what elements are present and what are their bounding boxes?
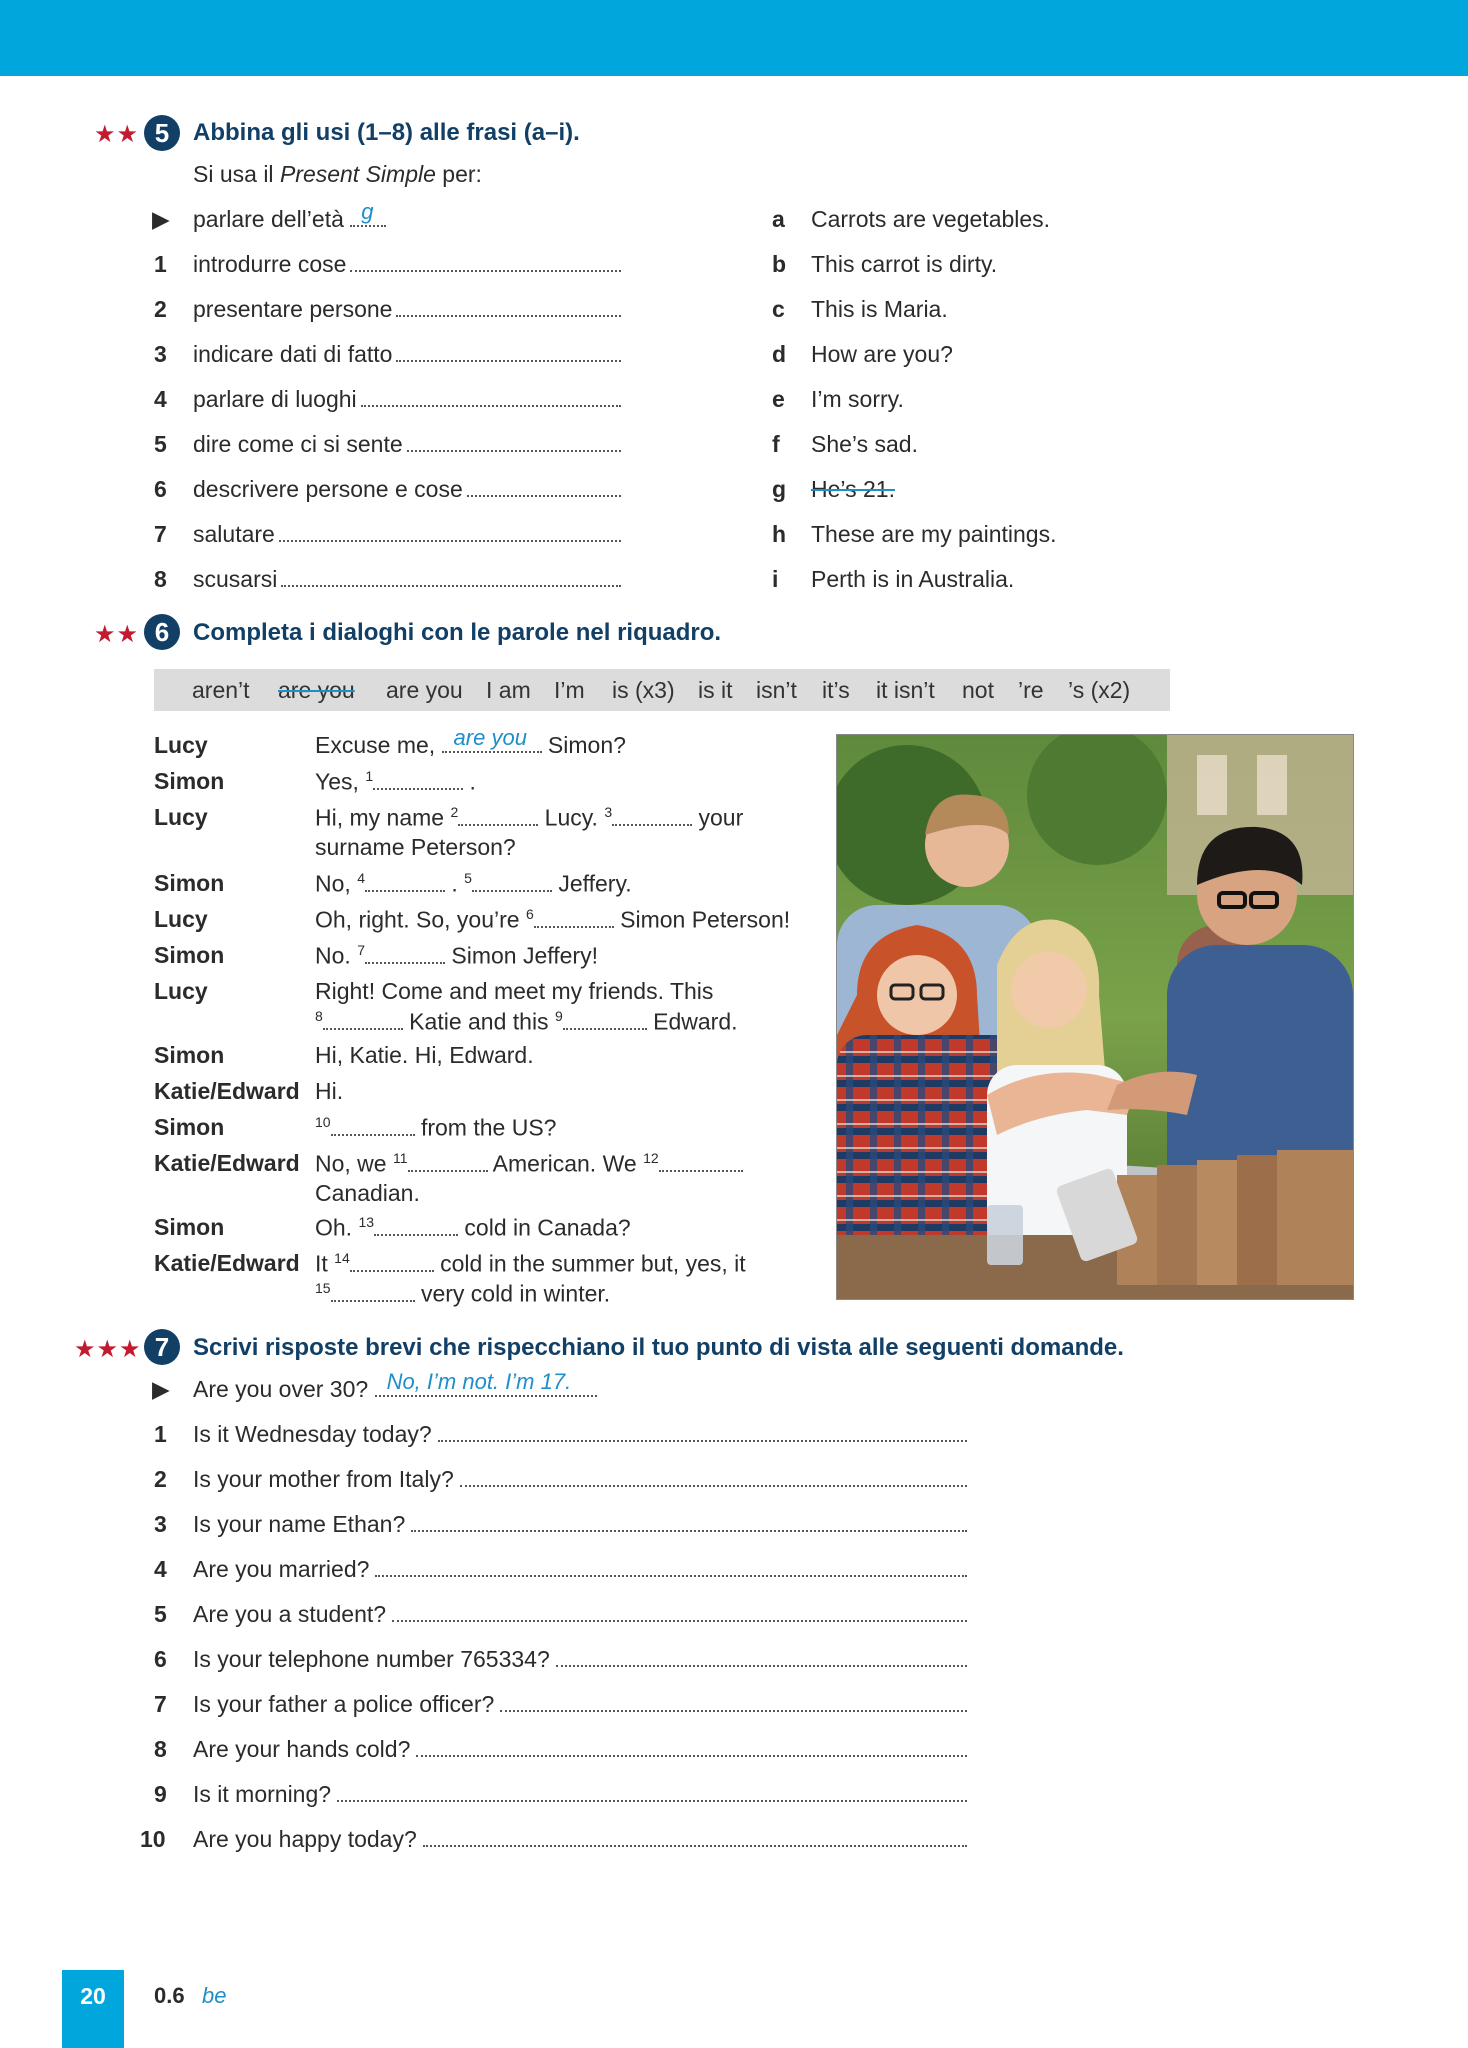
- sentence-text: How are you?: [811, 341, 953, 367]
- exercise-number: 5: [144, 115, 180, 151]
- dialogue-line-continued: Canadian.: [315, 1180, 420, 1206]
- answer-blank[interactable]: [460, 1467, 967, 1487]
- dialogue-line-continued: $^8$ Katie and this $^9$ Edward.: [315, 1008, 738, 1035]
- example-question: Are you over 30? No, I’m not. I’m 17.: [193, 1376, 597, 1403]
- example-item: parlare dell’età g: [193, 206, 386, 233]
- speaker: Katie/Edward: [154, 1250, 300, 1276]
- dialogue-line: $^{10}$ from the US?: [315, 1114, 557, 1141]
- usage-text: indicare dati di fatto: [193, 341, 393, 367]
- item-number: 5: [154, 431, 167, 457]
- difficulty-stars: ★★: [94, 621, 140, 648]
- question-number: 8: [154, 1736, 167, 1762]
- speaker: Simon: [154, 870, 225, 896]
- word-box-item: is (x3): [612, 677, 675, 703]
- answer-blank[interactable]: [416, 1737, 967, 1757]
- answer-blank[interactable]: [281, 567, 621, 587]
- question-number: 7: [154, 1691, 167, 1717]
- usage-item: [193, 521, 621, 548]
- exercise-title: Scrivi risposte brevi che rispecchiano il tuo punto di vista alle seguenti domande.: [193, 1334, 1124, 1361]
- sentence-letter: c: [772, 296, 785, 322]
- usage-item: [193, 251, 621, 278]
- question-item: [193, 1466, 967, 1493]
- speaker: Simon: [154, 1114, 225, 1140]
- usage-text: scusarsi: [193, 566, 278, 592]
- sentence-text: Carrots are vegetables.: [811, 206, 1051, 232]
- dialogue-line: Excuse me, are you Simon?: [315, 725, 626, 758]
- word-box-item: it’s: [822, 677, 850, 703]
- sentence-text: I’m sorry.: [811, 386, 904, 412]
- item-number: 8: [154, 566, 167, 592]
- sentence-text: These are my paintings.: [811, 521, 1057, 547]
- answer-blank[interactable]: [500, 1692, 967, 1712]
- sentence-letter: b: [772, 251, 787, 277]
- word-box-item: isn’t: [756, 677, 797, 703]
- sentence-letter: d: [772, 341, 787, 367]
- speaker: Lucy: [154, 804, 208, 830]
- usage-text: descrivere persone e cose: [193, 476, 463, 502]
- question-item: [193, 1601, 967, 1628]
- question-number: 2: [154, 1466, 167, 1492]
- answer-blank[interactable]: [407, 432, 621, 452]
- question-number: 10: [140, 1826, 166, 1852]
- question-number: 6: [154, 1646, 167, 1672]
- sentence-text: This is Maria.: [811, 296, 948, 322]
- word-box-item: are you: [278, 677, 355, 703]
- exercise-title: Abbina gli usi (1–8) alle frasi (a–i).: [193, 119, 580, 146]
- answer-blank[interactable]: [396, 297, 621, 317]
- dialogue-line: No. $^7$ Simon Jeffery!: [315, 942, 598, 969]
- speaker: Simon: [154, 942, 225, 968]
- students-photo: [836, 734, 1354, 1300]
- usage-item: [193, 296, 621, 323]
- sentence-letter: g: [772, 476, 787, 502]
- question-item: [193, 1556, 967, 1583]
- usage-item: [193, 341, 621, 368]
- question-item: [193, 1421, 967, 1448]
- dialogue-line: No, we $^{11}$ American. We $^{12}$: [315, 1150, 743, 1178]
- question-item: [193, 1511, 967, 1538]
- question-text: Is it Wednesday today?: [193, 1421, 432, 1447]
- question-item: [193, 1736, 967, 1763]
- word-box-item: are you: [386, 677, 463, 703]
- speaker: Katie/Edward: [154, 1078, 300, 1104]
- word-box: [154, 669, 1170, 711]
- dialogue-line-continued: $^{15}$ very cold in winter.: [315, 1280, 611, 1307]
- question-text: Is your father a police officer?: [193, 1691, 495, 1717]
- answer-blank[interactable]: [411, 1512, 967, 1532]
- speaker: Lucy: [154, 906, 208, 932]
- item-number: 7: [154, 521, 167, 547]
- question-item: [193, 1646, 967, 1673]
- usage-text: introdurre cose: [193, 251, 347, 277]
- sentence-text: This carrot is dirty.: [811, 251, 998, 277]
- speaker: Katie/Edward: [154, 1150, 300, 1176]
- speaker: Lucy: [154, 978, 208, 1004]
- dialogue-line: Right! Come and meet my friends. This: [315, 978, 714, 1004]
- sentence-letter: i: [772, 566, 779, 592]
- usage-item: [193, 431, 621, 458]
- answer-blank[interactable]: [423, 1827, 967, 1847]
- question-text: Are you married?: [193, 1556, 370, 1582]
- unit-code: 0.6: [154, 1983, 185, 2008]
- answer-blank[interactable]: [467, 477, 621, 497]
- question-text: Is your name Ethan?: [193, 1511, 406, 1537]
- usage-text: salutare: [193, 521, 275, 547]
- answer-blank[interactable]: [279, 522, 621, 542]
- usage-item: [193, 566, 621, 593]
- usage-item: [193, 476, 621, 503]
- question-number: 9: [154, 1781, 167, 1807]
- answer-blank[interactable]: [337, 1782, 967, 1802]
- question-number: 1: [154, 1421, 167, 1447]
- item-number: 6: [154, 476, 167, 502]
- word-box-item: it isn’t: [876, 677, 935, 703]
- usage-item: [193, 386, 621, 413]
- question-number: 3: [154, 1511, 167, 1537]
- top-banner: [0, 0, 1468, 76]
- word-box-item: is it: [698, 677, 733, 703]
- sentence-text: Perth is in Australia.: [811, 566, 1015, 592]
- item-number: 4: [154, 386, 167, 412]
- dialogue-line: Oh, right. So, you’re $^6$ Simon Peterson!: [315, 906, 791, 933]
- dialogue-line: It $^{14}$ cold in the summer but, yes, it: [315, 1250, 746, 1277]
- speaker: Simon: [154, 768, 225, 794]
- dialogue-line: Hi.: [315, 1078, 344, 1104]
- dialogue-line: Hi, my name $^2$ Lucy. $^3$ your: [315, 804, 744, 831]
- question-number: 5: [154, 1601, 167, 1627]
- item-number: 3: [154, 341, 167, 367]
- word-box-item: not: [962, 677, 994, 703]
- word-box-item: ’s (x2): [1068, 677, 1131, 703]
- exercise-title: Completa i dialoghi con le parole nel riquadro.: [193, 619, 722, 646]
- sentence-text: He’s 21.: [811, 476, 895, 502]
- question-text: Are you a student?: [193, 1601, 387, 1627]
- dialogue-line: No, $^4$ . $^5$ Jeffery.: [315, 870, 632, 897]
- dialogue-line-continued: surname Peterson?: [315, 834, 516, 860]
- usage-text: dire come ci si sente: [193, 431, 403, 457]
- unit-topic: be: [202, 1983, 227, 2008]
- speaker: Lucy: [154, 732, 208, 758]
- answer-blank[interactable]: [361, 387, 621, 407]
- question-text: Are you happy today?: [193, 1826, 417, 1852]
- speaker: Simon: [154, 1042, 225, 1068]
- item-number: 2: [154, 296, 167, 322]
- item-number: 1: [154, 251, 167, 277]
- example-marker: ▶: [152, 206, 170, 232]
- answer-blank[interactable]: [350, 252, 621, 272]
- question-text: Is it morning?: [193, 1781, 332, 1807]
- question-text: Are your hands cold?: [193, 1736, 411, 1762]
- answer-blank[interactable]: [396, 342, 621, 362]
- question-item: [193, 1826, 967, 1853]
- exercise-intro: Si usa il Present Simple per:: [193, 161, 482, 187]
- word-box-item: ’re: [1018, 677, 1044, 703]
- answer-blank[interactable]: [375, 1557, 967, 1577]
- answer-blank[interactable]: [392, 1602, 967, 1622]
- dialogue-line: Hi, Katie. Hi, Edward.: [315, 1042, 534, 1068]
- word-box-item: I am: [486, 677, 531, 703]
- word-box-item: I’m: [554, 677, 585, 703]
- difficulty-stars: ★★★: [74, 1336, 142, 1363]
- dialogue-line: Oh. $^{13}$ cold in Canada?: [315, 1214, 631, 1241]
- difficulty-stars: ★★: [94, 121, 140, 148]
- question-number: 4: [154, 1556, 167, 1582]
- sentence-letter: h: [772, 521, 787, 547]
- dialogue-line: Yes, $^1$ .: [315, 768, 476, 795]
- question-item: [193, 1691, 967, 1718]
- usage-text: presentare persone: [193, 296, 393, 322]
- speaker: Simon: [154, 1214, 225, 1240]
- sentence-text: She’s sad.: [811, 431, 918, 457]
- example-marker: ▶: [152, 1376, 170, 1402]
- question-text: Is your mother from Italy?: [193, 1466, 454, 1492]
- word-box-item: aren’t: [192, 677, 250, 703]
- answer-blank[interactable]: [556, 1647, 967, 1667]
- answer-blank[interactable]: [438, 1422, 967, 1442]
- page-number: 20: [62, 1970, 124, 2048]
- question-text: Is your telephone number 765334?: [193, 1646, 550, 1672]
- exercise-number: 7: [144, 1329, 180, 1365]
- usage-text: parlare di luoghi: [193, 386, 357, 412]
- sentence-letter: f: [772, 431, 780, 457]
- sentence-letter: a: [772, 206, 785, 232]
- exercise-number: 6: [144, 614, 180, 650]
- sentence-letter: e: [772, 386, 785, 412]
- question-item: [193, 1781, 967, 1808]
